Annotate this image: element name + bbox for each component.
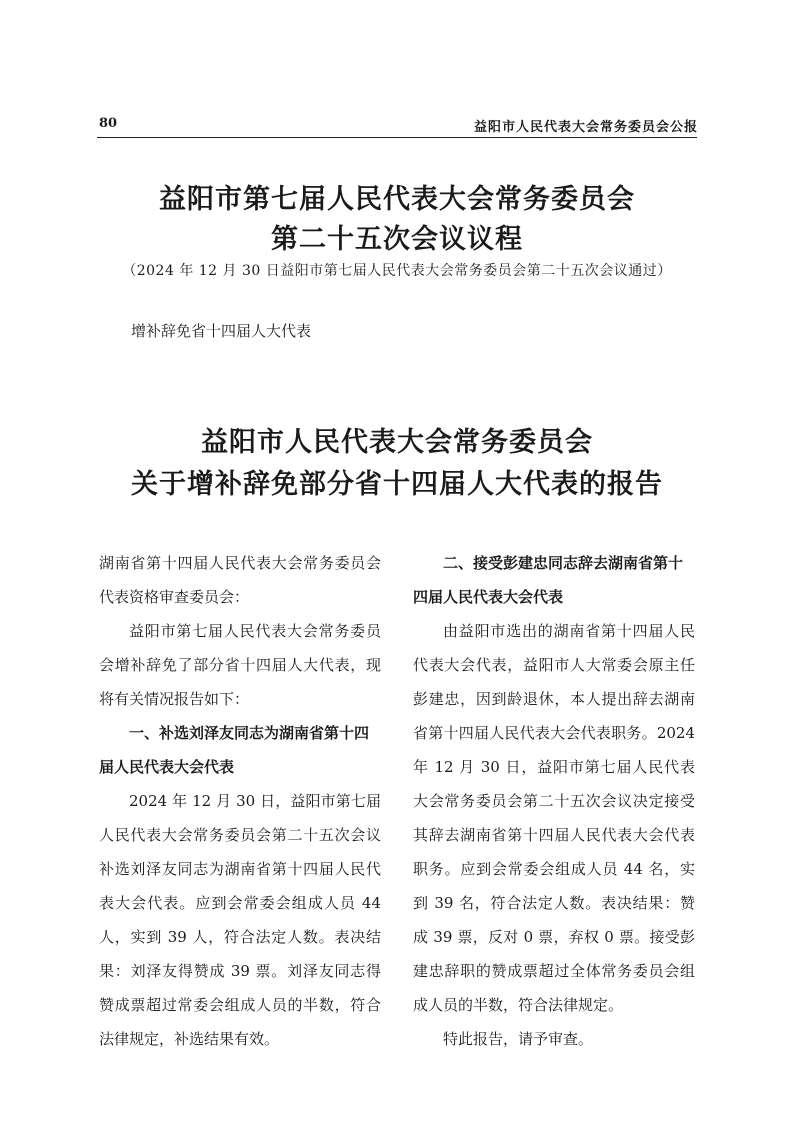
report-title-line1: 益阳市人民代表大会常务委员会 <box>201 427 593 458</box>
agenda-title-line1: 益阳市第七届人民代表大会常务委员会 <box>159 184 635 215</box>
section-body-1: 2024 年 12 月 30 日，益阳市第七届人民代表大会常务委员会第二十五次会议补选刘泽友同志为湖南省第十四届人民代表大会代表。应到会常委会组成人员 44 人，实到 39 人，符合法定人数。表决结果：刘泽友得赞成 39 票。刘泽友同志得赞成票超过常委会组成人员的半数，符合法律规定，补选结果有效。 <box>99 792 381 1048</box>
agenda-item: 增补辞免省十四届人大代表 <box>131 322 312 340</box>
report-title-line2: 关于增补辞免部分省十四届人大代表的报告 <box>131 469 663 500</box>
section-body-2: 由益阳市选出的湖南省第十四届人民代表大会代表，益阳市人大常委会原主任彭建忠，因到龄退休，本人提出辞去湖南省第十四届人民代表大会代表职务。2024 年 12 月 30 日，益阳市第七届人民代表大会常务委员会第二十五次会议决定接受其辞去湖南省第十四届人民代表大会代表职务。应到会常委会组成人员 44 名，实到 39 名，符合法定人数。表决结果：赞成 39 票，反对 0 票，弃权 0 票。接受彭建忠辞职的赞成票超过全体常务委员会组成人员的半数，符合法律规定。 <box>413 622 695 1014</box>
section-heading-1: 一、补选刘泽友同志为湖南省第十四届人民代表大会代表 <box>99 724 370 776</box>
closing-line: 特此报告，请予审查。 <box>443 1030 594 1048</box>
section-heading-2: 二、接受彭建忠同志辞去湖南省第十四届人民代表大会代表 <box>413 554 684 606</box>
salutation: 湖南省第十四届人民代表大会常务委员会代表资格审查委员会： <box>99 554 381 606</box>
intro-paragraph: 益阳市第七届人民代表大会常务委员会增补辞免了部分省十四届人大代表，现将有关情况报告如下： <box>99 622 381 708</box>
right-column <box>413 546 695 1056</box>
left-column <box>99 546 381 1056</box>
agenda-title-line2: 第二十五次会议议程 <box>271 224 523 255</box>
agenda-adopted-note: （2024 年 12 月 30 日益阳市第七届人民代表大会常务委员会第二十五次会议通过） <box>122 263 672 279</box>
page-number: 80 <box>99 116 118 131</box>
journal-title: 益阳市人民代表大会常务委员会公报 <box>473 120 698 135</box>
header-rule <box>97 137 697 138</box>
